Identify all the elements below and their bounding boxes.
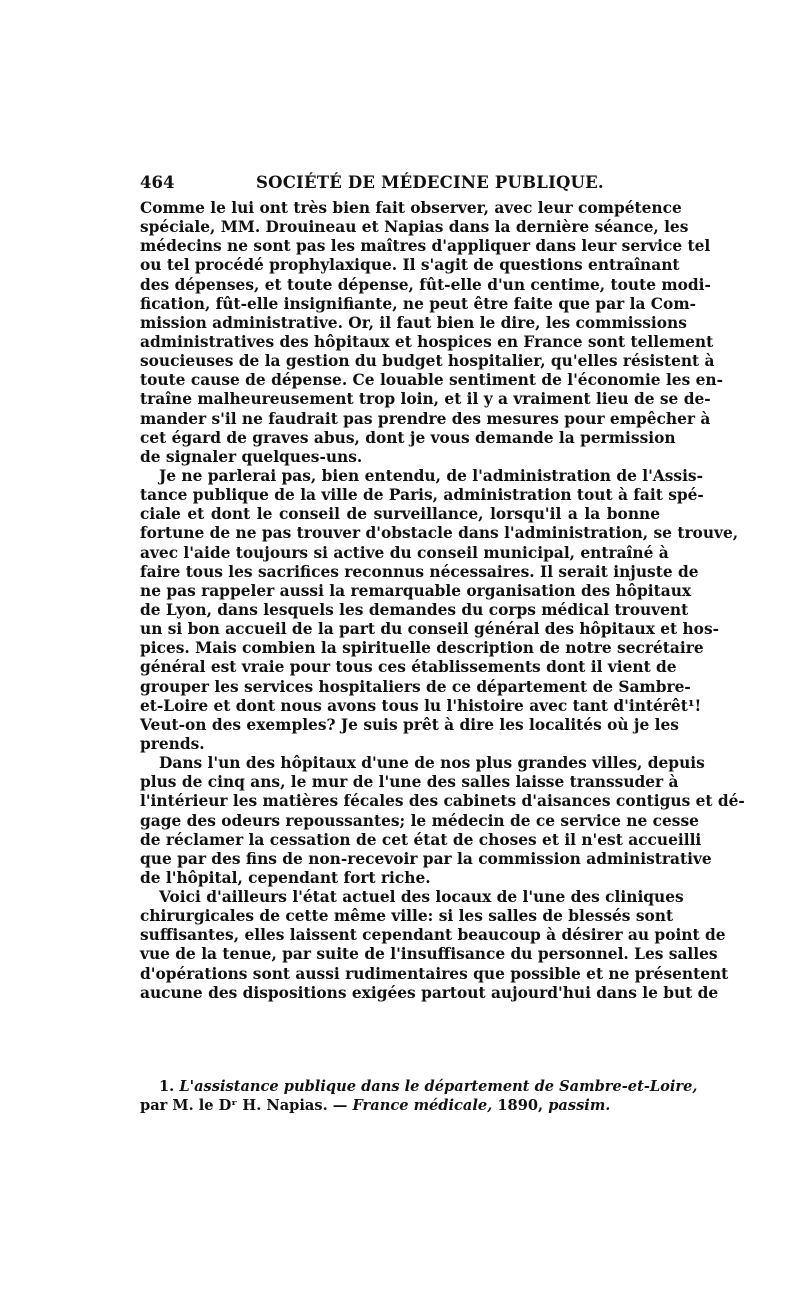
text-line: pices. Mais combien la spirituelle description de notre secrétaire	[140, 639, 704, 658]
text-line: gage des odeurs repoussantes; le médecin de ce service ne cesse	[140, 811, 699, 830]
text-line: ne pas rappeler aussi la remarquable organisation des hôpitaux	[140, 581, 692, 600]
text-line: tance publique de la ville de Paris, administration tout à fait spé-	[140, 486, 704, 505]
text-line: cet égard de graves abus, dont je vous demande la permission	[140, 428, 676, 447]
text-line: mission administrative. Or, il faut bien le dire, les commissions	[140, 313, 687, 332]
text-line: traîne malheureusement trop loin, et il y a vraiment lieu de se de-	[140, 390, 711, 409]
footnote-marker: 1.	[159, 1078, 175, 1095]
text-line: ou tel procédé prophylaxique. Il s'agit de questions entraînant	[140, 256, 680, 275]
text-line: Veut-on des exemples? Je suis prêt à dire les localités où je les	[140, 715, 679, 734]
text-line: des dépenses, et toute dépense, fût-elle d'un centime, toute modi-	[140, 275, 711, 294]
text-line: de signaler quelques-uns.	[140, 447, 363, 466]
text-line: plus de cinq ans, le mur de l'une des salles laisse transsuder à	[140, 773, 679, 792]
footnote-year: 1890,	[497, 1097, 544, 1114]
footnote-title: L'assistance publique dans le département de Sambre-et-Loire,	[179, 1078, 698, 1095]
text-line: suffisantes, elles laissent cependant beaucoup à désirer au point de	[140, 926, 726, 945]
text-line: vue de la tenue, par suite de l'insuffisance du personnel. Les salles	[140, 945, 718, 964]
text-line: un si bon accueil de la part du conseil général des hôpitaux et hos-	[140, 620, 720, 639]
footnote-line-1	[140, 1077, 698, 1096]
paragraph-start-line: Dans l'un des hôpitaux d'une de nos plus grandes villes, depuis	[159, 754, 705, 773]
paragraph-start-line: Voici d'ailleurs l'état actuel des locaux de l'une des cliniques	[159, 888, 684, 907]
text-line: mander s'il ne faudrait pas prendre des mesures pour empêcher à	[140, 409, 711, 428]
text-line: fortune de ne pas trouver d'obstacle dans l'administration, se trouve,	[140, 524, 739, 543]
text-line: médecins ne sont pas les maîtres d'appliquer dans leur service tel	[140, 237, 711, 256]
text-line: administratives des hôpitaux et hospices en France sont tellement	[140, 332, 714, 351]
text-line: avec l'aide toujours si active du conseil municipal, entraîné à	[140, 543, 669, 562]
footnote-author: par M. le Dʳ H. Napias. —	[140, 1097, 348, 1114]
body-text	[140, 199, 745, 1003]
text-line: de Lyon, dans lesquels les demandes du corps médical trouvent	[140, 600, 689, 619]
text-line: que par des fins de non-recevoir par la commission administrative	[140, 849, 712, 868]
text-line: soucieuses de la gestion du budget hospitalier, qu'elles résistent à	[140, 352, 715, 371]
page-header	[140, 173, 660, 197]
text-line: et-Loire et dont nous avons tous lu l'histoire avec tant d'intérêt¹!	[140, 696, 702, 715]
footnote-line-2	[140, 1096, 660, 1115]
footnote-passim: passim.	[548, 1097, 611, 1114]
text-line: prends.	[140, 734, 205, 753]
text-line: de l'hôpital, cependant fort riche.	[140, 868, 431, 887]
text-line: chirurgicales de cette même ville: si les salles de blessés sont	[140, 907, 674, 926]
text-line: spéciale, MM. Drouineau et Napias dans la dernière séance, les	[140, 218, 689, 237]
text-line: de réclamer la cessation de cet état de choses et il n'est accueilli	[140, 830, 702, 849]
text-line: aucune des dispositions exigées partout aujourd'hui dans le but de	[140, 983, 719, 1002]
text-line: grouper les services hospitaliers de ce département de Sambre-	[140, 677, 691, 696]
paragraph-start-line: Je ne parlerai pas, bien entendu, de l'administration de l'Assis-	[159, 466, 703, 485]
footnote	[140, 1077, 698, 1115]
text-line: d'opérations sont aussi rudimentaires que possible et ne présentent	[140, 964, 729, 983]
running-title: SOCIÉTÉ DE MÉDECINE PUBLIQUE.	[256, 173, 604, 192]
text-line: faire tous les sacrifices reconnus nécessaires. Il serait injuste de	[140, 562, 699, 581]
page-number: 464	[140, 173, 175, 192]
text-line: ciale et dont le conseil de surveillance, lorsqu'il a la bonne	[140, 505, 660, 524]
text-line: l'intérieur les matières fécales des cabinets d'aisances contigus et dé-	[140, 792, 745, 811]
text-line: toute cause de dépense. Ce louable sentiment de l'économie les en-	[140, 371, 723, 390]
text-line: fication, fût-elle insignifiante, ne peut être faite que par la Com-	[140, 294, 696, 313]
text-line: général est vraie pour tous ces établissements dont il vient de	[140, 658, 677, 677]
footnote-source: France médicale,	[352, 1097, 493, 1114]
text-line: Comme le lui ont très bien fait observer, avec leur compétence	[140, 199, 682, 217]
